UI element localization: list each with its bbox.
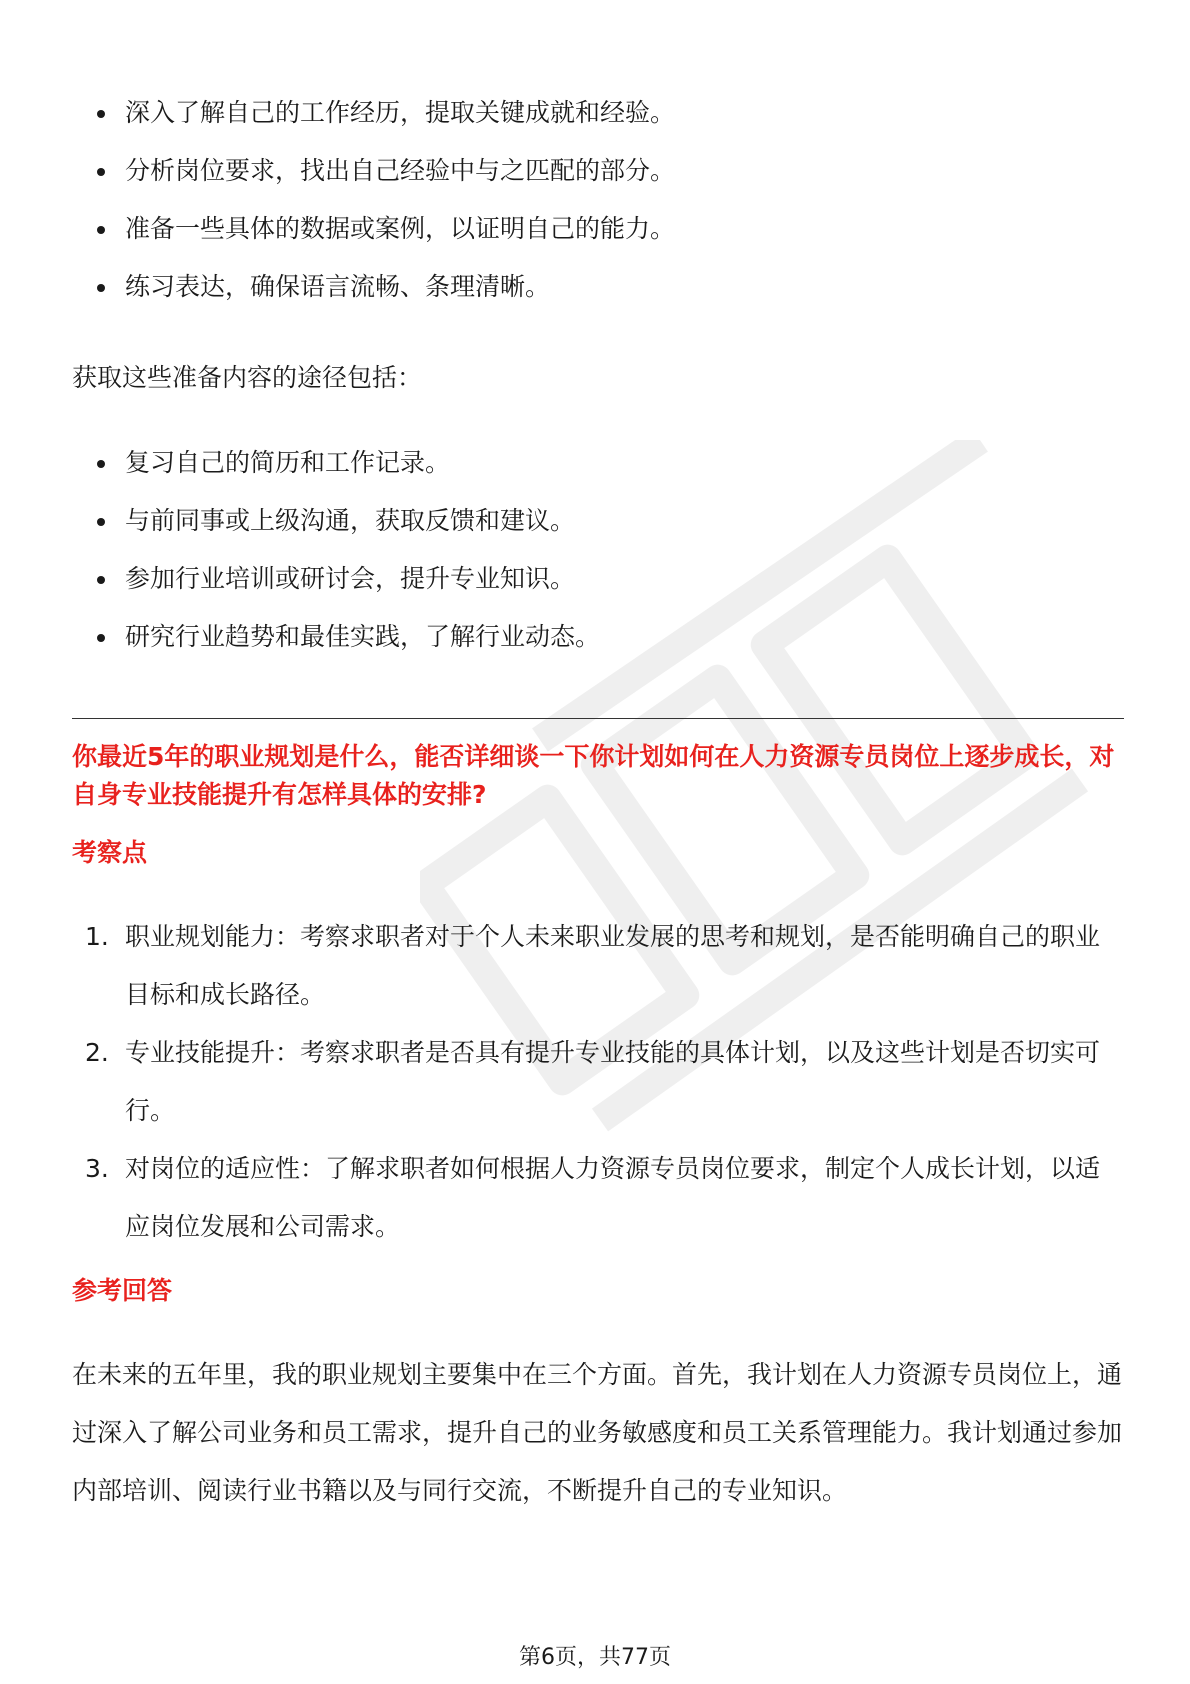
assessment-points-title: 考察点: [72, 838, 148, 867]
list-item: 准备一些具体的数据或案例，以证明自己的能力。: [125, 211, 675, 269]
list-item: 与前同事或上级沟通，获取反馈和建议。: [125, 503, 600, 561]
bullet-icon: [97, 634, 105, 642]
list-item: 2. 专业技能提升：考察求职者是否具有提升专业技能的具体计划，以及这些计划是否切实可行。: [85, 1038, 1101, 1125]
bullet-icon: [97, 168, 105, 176]
list-item: 3. 对岗位的适应性：了解求职者如何根据人力资源专员岗位要求，制定个人成长计划，以适应岗位发展和公司需求。: [85, 1154, 1101, 1241]
list-item: 参加行业培训或研讨会，提升专业知识。: [125, 561, 600, 619]
list-item: 深入了解自己的工作经历，提取关键成就和经验。: [125, 95, 675, 153]
section-divider: [72, 718, 1124, 719]
bullet-icon: [97, 460, 105, 468]
list-item: 练习表达，确保语言流畅、条理清晰。: [125, 269, 675, 327]
sources-list: [125, 445, 600, 677]
bullet-icon: [97, 284, 105, 292]
bullet-icon: [97, 518, 105, 526]
bullet-icon: [97, 576, 105, 584]
bullet-icon: [97, 110, 105, 118]
list-item: 分析岗位要求，找出自己经验中与之匹配的部分。: [125, 153, 675, 211]
interview-question: 你最近5年的职业规划是什么，能否详细谈一下你计划如何在人力资源专员岗位上逐步成长，对自身专业技能提升有怎样具体的安排?: [72, 742, 1115, 809]
reference-answer-title: 参考回答: [72, 1276, 173, 1305]
list-item: 1. 职业规划能力：考察求职者对于个人未来职业发展的思考和规划，是否能明确自己的职业目标和成长路径。: [85, 922, 1101, 1009]
reference-answer-text: 在未来的五年里，我的职业规划主要集中在三个方面。首先，我计划在人力资源专员岗位上，通过深入了解公司业务和员工需求，提升自己的业务敏感度和员工关系管理能力。我计划通过参加内部培训、阅读行业书籍以及与同行交流，不断提升自己的专业知识。: [72, 1360, 1123, 1505]
list-item: 复习自己的简历和工作记录。: [125, 445, 600, 503]
preparation-list: [125, 95, 675, 327]
list-item: 研究行业趋势和最佳实践，了解行业动态。: [125, 619, 600, 677]
bullet-icon: [97, 226, 105, 234]
page-number: 第6页，共77页: [519, 1645, 671, 1670]
assessment-points-list: [85, 908, 1115, 1256]
sources-intro: 获取这些准备内容的途径包括：: [72, 363, 423, 392]
